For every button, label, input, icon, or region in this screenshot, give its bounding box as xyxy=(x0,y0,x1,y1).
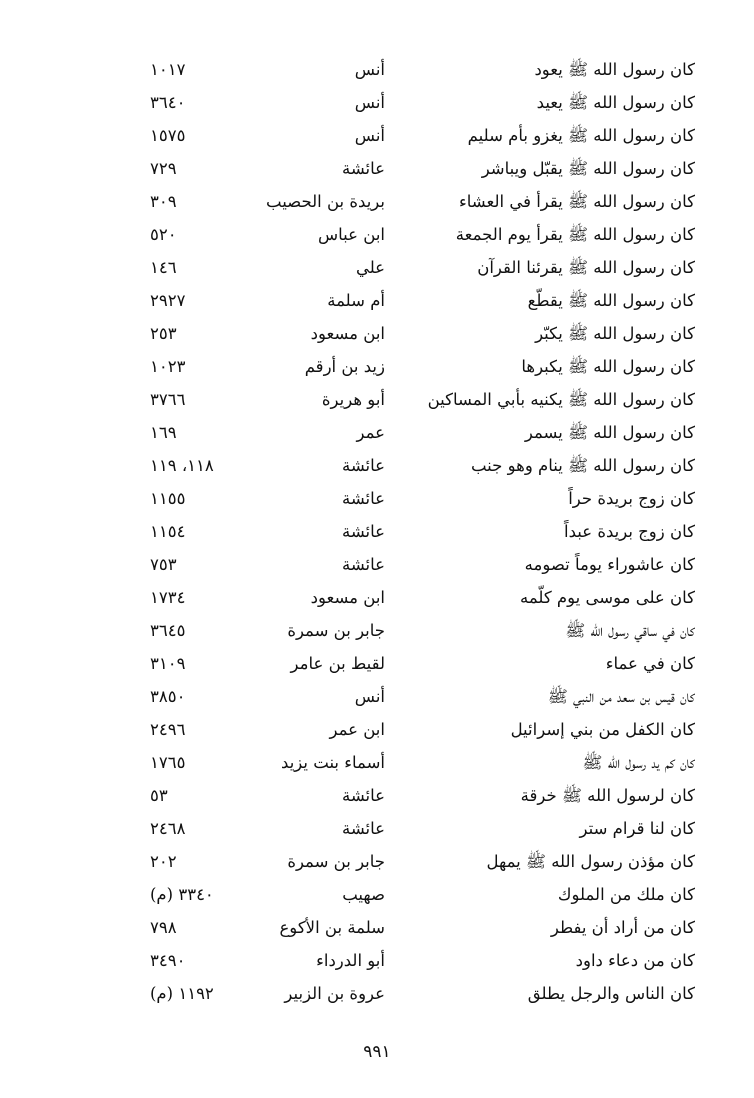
index-row xyxy=(150,53,695,86)
hadith-opening-text: كان الناس والرجل يطلق xyxy=(527,984,695,1003)
hadith-opening-text: كان رسول الله ﷺ يقرئنا القرآن xyxy=(477,258,695,277)
hadith-number: ١١٥٤ xyxy=(150,522,186,541)
index-row xyxy=(150,185,695,218)
narrator-name: عائشة xyxy=(341,819,385,838)
hadith-number: ٣٨٥٠ xyxy=(150,687,186,706)
narrator-name: جابر بن سمرة xyxy=(287,852,385,871)
hadith-number: ٢٠٢ xyxy=(150,852,177,871)
hadith-number: ٧٢٩ xyxy=(150,159,177,178)
hadith-number: ١٥٧٥ xyxy=(150,126,186,145)
hadith-opening-text: كان رسول الله ﷺ يقرأ في العشاء xyxy=(459,192,695,211)
narrator-name: لقيط بن عامر xyxy=(290,654,385,673)
hadith-number: ٢٩٢٧ xyxy=(150,291,186,310)
index-row xyxy=(150,284,695,317)
narrator-name: جابر بن سمرة xyxy=(287,621,385,640)
hadith-opening-text: كان على موسى يوم كلّمه xyxy=(519,588,695,607)
hadith-number: ١٠١٧ xyxy=(150,60,186,79)
hadith-opening-text: كان رسول الله ﷺ يقبّل ويباشر xyxy=(481,159,695,178)
index-row xyxy=(150,251,695,284)
hadith-opening-text: كان في ساقي رسول الله ﷺ xyxy=(565,621,695,640)
index-row xyxy=(150,746,695,779)
index-row xyxy=(150,449,695,482)
index-row xyxy=(150,350,695,383)
hadith-opening-text: كان ملك من الملوك xyxy=(557,885,695,904)
narrator-name: أسماء بنت يزيد xyxy=(281,753,385,772)
narrator-name: عائشة xyxy=(341,159,385,178)
index-row xyxy=(150,944,695,977)
narrator-name: بريدة بن الحصيب xyxy=(266,192,385,211)
hadith-opening-text: كان رسول الله ﷺ يكنيه بأبي المساكين xyxy=(427,390,695,409)
hadith-number: ١١٨، ١١٩ xyxy=(150,456,214,475)
narrator-name: أبو الدرداء xyxy=(316,951,385,970)
index-row xyxy=(150,779,695,812)
hadith-opening-text: كان قيس بن سعد من النبي ﷺ xyxy=(547,687,695,706)
narrator-name: ابن عباس xyxy=(318,225,385,244)
hadith-opening-text: كان من دعاء داود xyxy=(575,951,695,970)
hadith-number: ٧٩٨ xyxy=(150,918,177,937)
hadith-opening-text: كان من أراد أن يفطر xyxy=(550,918,695,937)
index-row xyxy=(150,845,695,878)
hadith-number: ٥٣ xyxy=(150,786,168,805)
hadith-opening-text: كان عاشوراء يوماً تصومه xyxy=(524,555,695,574)
hadith-opening-text: كان لرسول الله ﷺ خرقة xyxy=(520,786,695,805)
index-row xyxy=(150,482,695,515)
index-row xyxy=(150,515,695,548)
hadith-index-table xyxy=(150,53,695,1010)
narrator-name: ابن مسعود xyxy=(310,324,385,343)
hadith-opening-text: كان رسول الله ﷺ يعيد xyxy=(536,93,695,112)
narrator-name: عائشة xyxy=(341,555,385,574)
hadith-number: ٣٣٤٠ (م) xyxy=(150,885,214,904)
index-row xyxy=(150,680,695,713)
narrator-name: أنس xyxy=(354,93,385,112)
narrator-name: أنس xyxy=(354,687,385,706)
hadith-opening-text: كان الكفل من بني إسرائيل xyxy=(510,720,695,739)
index-row xyxy=(150,548,695,581)
hadith-number: ٣١٠٩ xyxy=(150,654,186,673)
index-row xyxy=(150,119,695,152)
hadith-number: ٣٦٤٠ xyxy=(150,93,186,112)
hadith-opening-text: كان رسول الله ﷺ يقطّع xyxy=(527,291,695,310)
index-row xyxy=(150,581,695,614)
hadith-number: ١٧٣٤ xyxy=(150,588,186,607)
narrator-name: عروة بن الزبير xyxy=(284,984,385,1003)
index-row xyxy=(150,614,695,647)
narrator-name: ابن عمر xyxy=(329,720,385,739)
hadith-opening-text: كان مؤذن رسول الله ﷺ يمهل xyxy=(486,852,695,871)
hadith-opening-text: كان رسول الله ﷺ يقرأ يوم الجمعة xyxy=(455,225,695,244)
hadith-opening-text: كان في عماء xyxy=(605,654,695,673)
hadith-opening-text: كان كم يد رسول الله ﷺ xyxy=(582,753,695,772)
hadith-number: ٧٥٣ xyxy=(150,555,177,574)
narrator-name: صهيب xyxy=(342,885,385,904)
narrator-name: عائشة xyxy=(341,456,385,475)
hadith-number: ١٤٦ xyxy=(150,258,177,277)
hadith-opening-text: كان رسول الله ﷺ يكبّر xyxy=(535,324,695,343)
narrator-name: أنس xyxy=(354,126,385,145)
index-row xyxy=(150,416,695,449)
index-row xyxy=(150,383,695,416)
narrator-name: عمر xyxy=(356,423,385,442)
narrator-name: عائشة xyxy=(341,522,385,541)
hadith-opening-text: كان رسول الله ﷺ يغزو بأم سليم xyxy=(467,126,695,145)
hadith-number: ٣٧٦٦ xyxy=(150,390,186,409)
hadith-number: ٣٤٩٠ xyxy=(150,951,186,970)
narrator-name: علي xyxy=(355,258,385,277)
index-row xyxy=(150,812,695,845)
hadith-opening-text: كان رسول الله ﷺ يعود xyxy=(534,60,695,79)
hadith-number: ١١٥٥ xyxy=(150,489,186,508)
index-row xyxy=(150,878,695,911)
narrator-name: أم سلمة xyxy=(327,291,385,310)
hadith-number: ٢٥٣ xyxy=(150,324,177,343)
hadith-number: ٢٤٦٨ xyxy=(150,819,186,838)
narrator-name: أبو هريرة xyxy=(321,390,385,409)
hadith-number: ١٠٢٣ xyxy=(150,357,186,376)
index-row xyxy=(150,218,695,251)
hadith-opening-text: كان رسول الله ﷺ يسمر xyxy=(524,423,695,442)
index-row xyxy=(150,911,695,944)
narrator-name: زيد بن أرقم xyxy=(304,357,385,376)
index-row xyxy=(150,713,695,746)
hadith-opening-text: كان لنا قرام ستر xyxy=(579,819,695,838)
index-row xyxy=(150,647,695,680)
index-row xyxy=(150,977,695,1010)
index-row xyxy=(150,152,695,185)
narrator-name: عائشة xyxy=(341,786,385,805)
narrator-name: أنس xyxy=(354,60,385,79)
narrator-name: ابن مسعود xyxy=(310,588,385,607)
hadith-opening-text: كان رسول الله ﷺ يكبرها xyxy=(521,357,695,376)
hadith-number: ١٧٦٥ xyxy=(150,753,186,772)
hadith-number: ٥٢٠ xyxy=(150,225,177,244)
hadith-number: ٢٤٩٦ xyxy=(150,720,186,739)
hadith-number: ٣٠٩ xyxy=(150,192,177,211)
narrator-name: سلمة بن الأكوع xyxy=(279,918,385,937)
hadith-opening-text: كان زوج بريدة عبداً xyxy=(564,522,695,541)
hadith-opening-text: كان زوج بريدة حراً xyxy=(568,489,695,508)
index-row xyxy=(150,86,695,119)
hadith-number: ٣٦٤٥ xyxy=(150,621,186,640)
hadith-number: ١١٩٢ (م) xyxy=(150,984,214,1003)
page-number: ٩٩١ xyxy=(363,1042,391,1062)
hadith-number: ١٦٩ xyxy=(150,423,177,442)
narrator-name: عائشة xyxy=(341,489,385,508)
hadith-opening-text: كان رسول الله ﷺ ينام وهو جنب xyxy=(470,456,695,475)
index-row xyxy=(150,317,695,350)
